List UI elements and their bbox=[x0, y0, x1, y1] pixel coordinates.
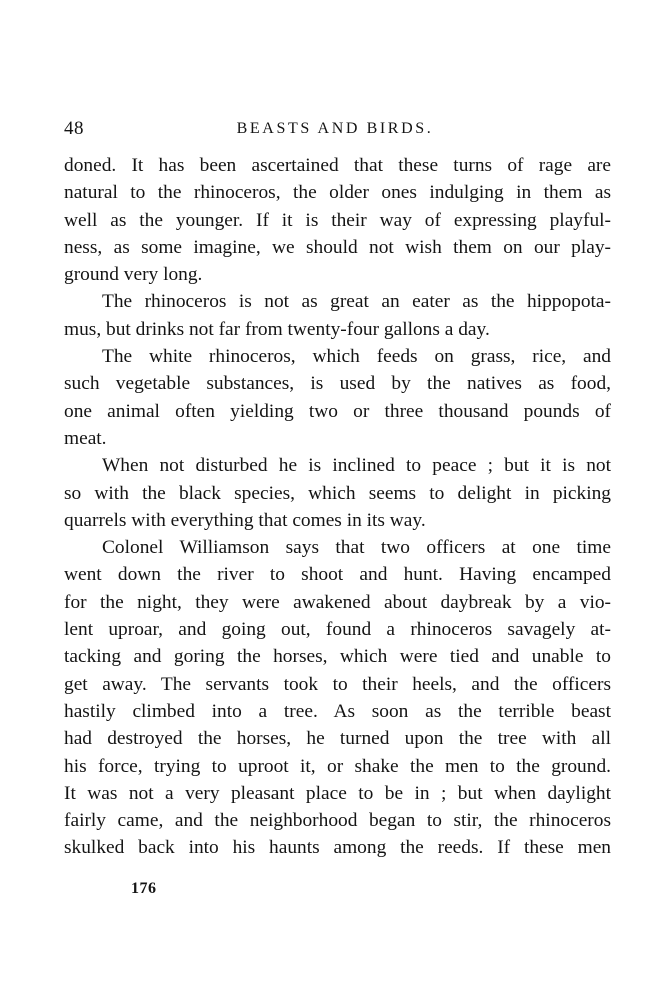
text-line: such vegetable substances, is used by the natives as food, bbox=[64, 373, 611, 395]
text-line: ness, as some imagine, we should not wish them on our play- bbox=[64, 236, 611, 258]
text-line: had destroyed the horses, he turned upon the tree with all bbox=[64, 728, 611, 750]
body-text bbox=[64, 152, 611, 862]
text-line: It was not a very pleasant place to be in ; but when daylight bbox=[64, 782, 611, 804]
text-line: for the night, they were awakened about daybreak by a vio- bbox=[64, 591, 611, 613]
text-line: hastily climbed into a tree. As soon as the terrible beast bbox=[64, 700, 611, 722]
text-line: went down the river to shoot and hunt. Having encamped bbox=[64, 564, 611, 586]
text-line: doned. It has been ascertained that these turns of rage are bbox=[64, 155, 611, 176]
text-line: natural to the rhinoceros, the older ones indulging in them as bbox=[64, 182, 611, 204]
text-line: well as the younger. If it is their way of expressing playful- bbox=[64, 209, 611, 231]
text-line: skulked back into his haunts among the reeds. If these men bbox=[64, 837, 611, 859]
text-line: meat. bbox=[64, 427, 107, 449]
text-line: mus, but drinks not far from twenty-four gallons a day. bbox=[64, 318, 490, 340]
page-header bbox=[0, 118, 670, 142]
text-line: so with the black species, which seems to delight in picking bbox=[64, 482, 611, 504]
paragraph-first-line: When not disturbed he is inclined to peace ; but it is not bbox=[102, 455, 611, 477]
text-line: one animal often yielding two or three thousand pounds of bbox=[64, 400, 611, 422]
text-line: lent uproar, and going out, found a rhinoceros savagely at- bbox=[64, 619, 611, 641]
paragraph-first-line: The rhinoceros is not as great an eater as the hippopota- bbox=[102, 291, 611, 313]
text-line: fairly came, and the neighborhood began to stir, the rhinoceros bbox=[64, 810, 611, 832]
paragraph-first-line: The white rhinoceros, which feeds on grass, rice, and bbox=[102, 346, 611, 368]
text-line: get away. The servants took to their heels, and the officers bbox=[64, 673, 611, 695]
text-line: tacking and goring the horses, which were tied and unable to bbox=[64, 646, 611, 668]
text-line: his force, trying to uproot it, or shake the men to the ground. bbox=[64, 755, 611, 777]
text-line: ground very long. bbox=[64, 264, 203, 286]
text-line: quarrels with everything that comes in its way. bbox=[64, 509, 426, 531]
paragraph-first-line: Colonel Williamson says that two officers at one time bbox=[102, 537, 611, 559]
signature-mark: 176 bbox=[131, 880, 157, 897]
running-head: BEASTS AND BIRDS. bbox=[236, 120, 434, 137]
page-number: 48 bbox=[64, 118, 84, 139]
